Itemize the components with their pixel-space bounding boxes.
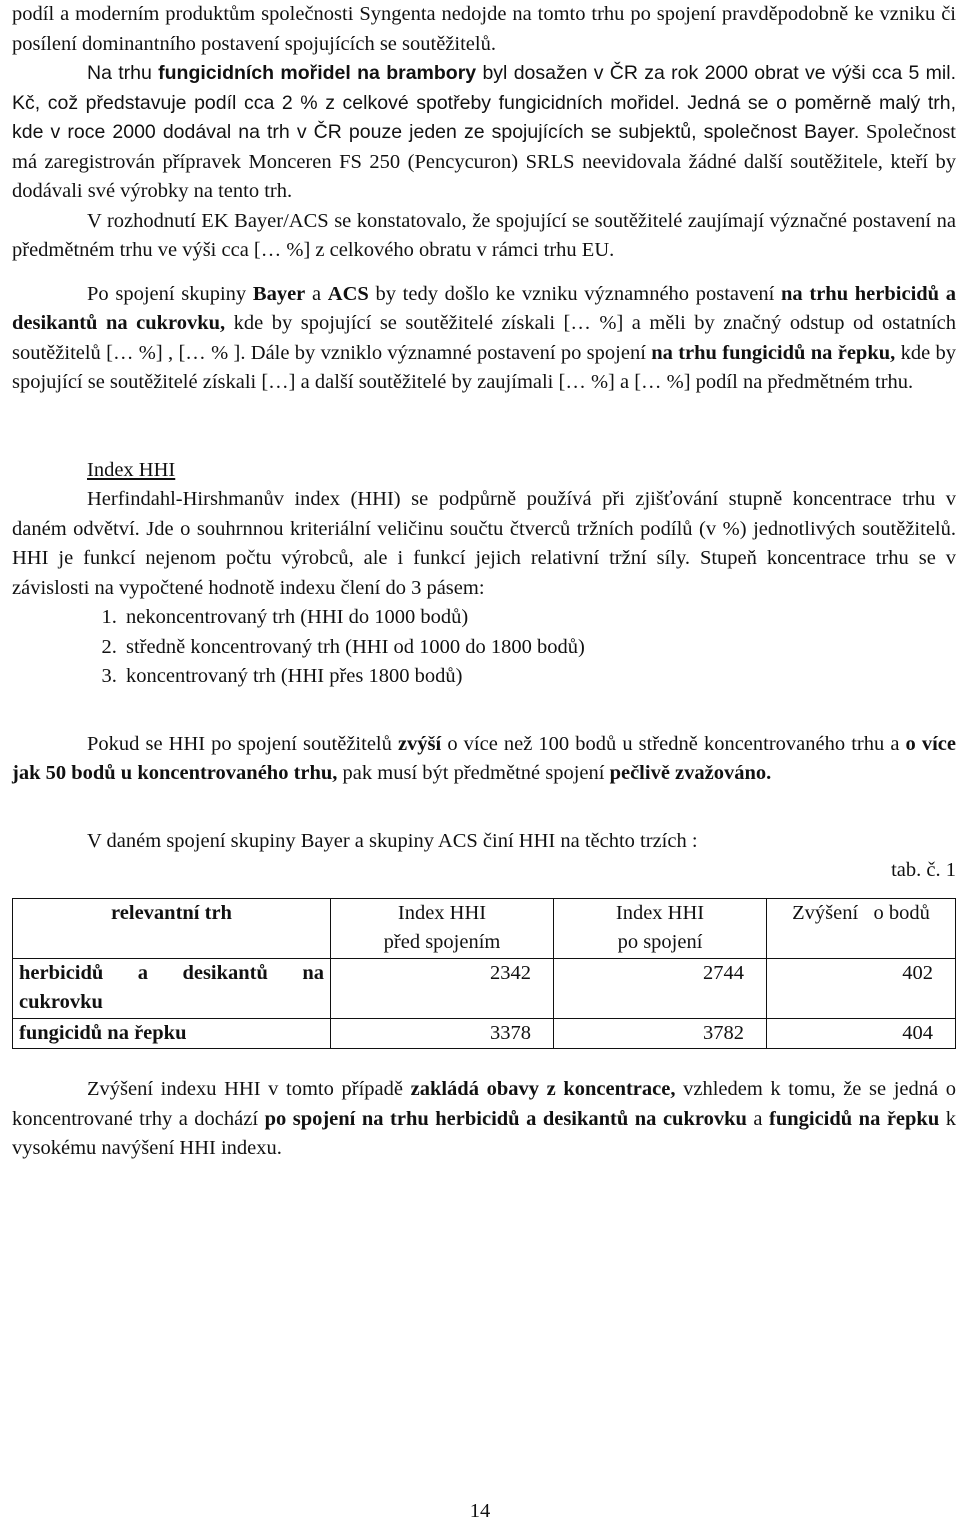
header-increase (767, 898, 956, 958)
cell-market (13, 958, 331, 1018)
paragraph-syngenta-text: podíl a moderním produktům společnosti Syngenta nedojde na tomto trhu po spojení pravděpodobně ke vzniku či posílení dominantního postavení spojujících se soutěžitelů. (12, 3, 956, 55)
header-market (13, 898, 331, 958)
cell-before: 3378 (331, 1018, 554, 1049)
p2-bold-market: fungicidních mořidel na brambory (158, 62, 477, 84)
conclusion-bold-f: fungicidů na řepku (769, 1107, 940, 1130)
table-row (13, 1018, 956, 1049)
p4-text-i: kde by spojující se soutěžitelé získali […] a další soutěžitelé by zaujímali [… %] a [… %] podíl na předmětném trhu. (12, 341, 956, 393)
p2-text-d: Společnost má zaregistrován přípravek Monceren FS 250 (Pencycuron) SRLS neevidovala žádné další soutěžitele, kteří by dodávali své výrobky na tento trh. (12, 121, 956, 202)
rule-bold-d: o více jak 50 bodů u koncentrovaného trhu, (12, 732, 956, 784)
rule-text-c: o více než 100 bodů u středně koncentrovaného trhu a (441, 732, 906, 755)
table-intro (12, 827, 956, 857)
cell-before: 2342 (331, 958, 554, 1018)
list-item: 1. nekoncentrovaný trh (HHI do 1000 bodů) (122, 603, 956, 633)
rule-text-e: pak musí být předmětné spojení (337, 762, 610, 784)
cell-market-text: herbicidů a desikantů na cukrovku (19, 961, 324, 1013)
p4-bold-herbicide-market: na trhu herbicidů a desikantů na cukrovku, (12, 282, 957, 334)
p4-text-g: kde by spojující se soutěžitelé získali [… %] a měli by značný odstup od ostatních soutěžitelů [… %] , [… % ]. Dále by vzniklo významné postavení po spojení (12, 312, 956, 364)
header-after-line1: Index HHI (615, 901, 705, 924)
p3-text: V rozhodnutí EK Bayer/ACS se konstatovalo, že spojující se soutěžitelé zaujímají význačné postavení na předmětném trhu ve výši cca [… %] z celkového obratu v rámci trhu EU. (12, 209, 956, 261)
list-item: 2. středně koncentrovaný trh (HHI od 1000 do 1800 bodů) (122, 633, 956, 663)
cell-after: 2744 (554, 958, 767, 1018)
header-before-line2: před spojením (383, 931, 501, 953)
hhi-bands-list (12, 603, 956, 692)
p2-text-c: byl dosažen v ČR za rok 2000 obrat ve výši cca 5 mil. Kč, což představuje podíl cca 2 % z celkové spotřeby fungicidních mořidel. Jedná se o poměrně malý trh, kde v roce 2000 dodával na trh v ČR pouze jeden ze spojujících se subjektů, společnost Bayer. (12, 62, 956, 143)
header-before-line1: Index HHI (397, 901, 487, 924)
cell-after: 3782 (554, 1018, 767, 1049)
header-after (554, 898, 767, 958)
conclusion-text-a: Zvýšení indexu HHI v tomto případě (87, 1078, 411, 1100)
header-before (331, 898, 554, 958)
hhi-table (12, 898, 956, 1050)
cell-market (13, 1018, 331, 1049)
paragraph-syngenta (12, 0, 956, 59)
table-row (13, 958, 956, 1018)
document-page (12, 0, 956, 1164)
p4-bold-fungicide-market: na trhu fungicidů na řepku, (651, 341, 896, 364)
cell-market-text: fungicidů na řepku (19, 1021, 187, 1044)
rule-text-a: Pokud se HHI po spojení soutěžitelů (87, 732, 398, 755)
paragraph-conclusion (12, 1075, 956, 1164)
page-number: 14 (469, 1500, 491, 1522)
header-market-label: relevantní trh (111, 901, 232, 924)
conclusion-bold-b: zakládá obavy z koncentrace, (410, 1078, 676, 1100)
p2-text-a: Na trhu (87, 62, 159, 84)
header-after-line2: po spojení (617, 931, 703, 953)
header-increase-label: Zvýšení o bodů (792, 901, 930, 924)
table-caption (12, 856, 956, 886)
list-item: 3. koncentrovaný trh (HHI přes 1800 bodů) (122, 662, 956, 692)
cell-increase: 404 (767, 1018, 956, 1049)
paragraph-ek-decision (12, 207, 956, 266)
paragraph-hhi-intro (12, 485, 956, 603)
p4-text-a: Po spojení skupiny (87, 282, 253, 305)
section-heading-hhi: Index HHI (87, 458, 176, 481)
conclusion-text-e: a (746, 1107, 769, 1130)
p4-text-c: a (305, 282, 328, 305)
paragraph-hhi-rule (12, 730, 956, 789)
hhi-intro-text: Herfindahl-Hirshmanův index (HHI) se podpůrně používá při zjišťování stupně koncentrace trhu v daném odvětví. Jde o souhrnnou kriteriální veličinu součtu čtverců tržních podílů (v %) jednotlivých soutěžitelů. HHI je funkcí nejenom počtu výrobců, ale i funkcí jejich relativní tržní síly. Stupeň koncentrace trhu se v závislosti na vypočtené hodnotě indexu člení do 3 pásem: (12, 488, 956, 599)
paragraph-merger-effects (12, 280, 956, 398)
rule-bold-b: zvýší (397, 732, 442, 755)
p4-bold-acs: ACS (327, 282, 369, 305)
table-caption-text: tab. č. 1 (891, 859, 956, 881)
table-header-row (13, 898, 956, 958)
rule-bold-f: pečlivě zvažováno. (609, 762, 772, 784)
p4-text-e: by tedy došlo ke vzniku významného postavení (368, 282, 782, 305)
conclusion-text-g: k vysokému navýšení HHI indexu. (12, 1107, 957, 1159)
table-intro-text: V daném spojení skupiny Bayer a skupiny ACS činí HHI na těchto trzích : (87, 829, 698, 852)
p4-bold-bayer: Bayer (252, 282, 306, 305)
cell-increase: 402 (767, 958, 956, 1018)
conclusion-bold-d: po spojení na trhu herbicidů a desikantů na cukrovku (264, 1107, 747, 1130)
conclusion-text-c: vzhledem k tomu, že se jedná o koncentrované trhy a dochází (12, 1078, 956, 1130)
paragraph-fungicide-seed (12, 59, 956, 207)
